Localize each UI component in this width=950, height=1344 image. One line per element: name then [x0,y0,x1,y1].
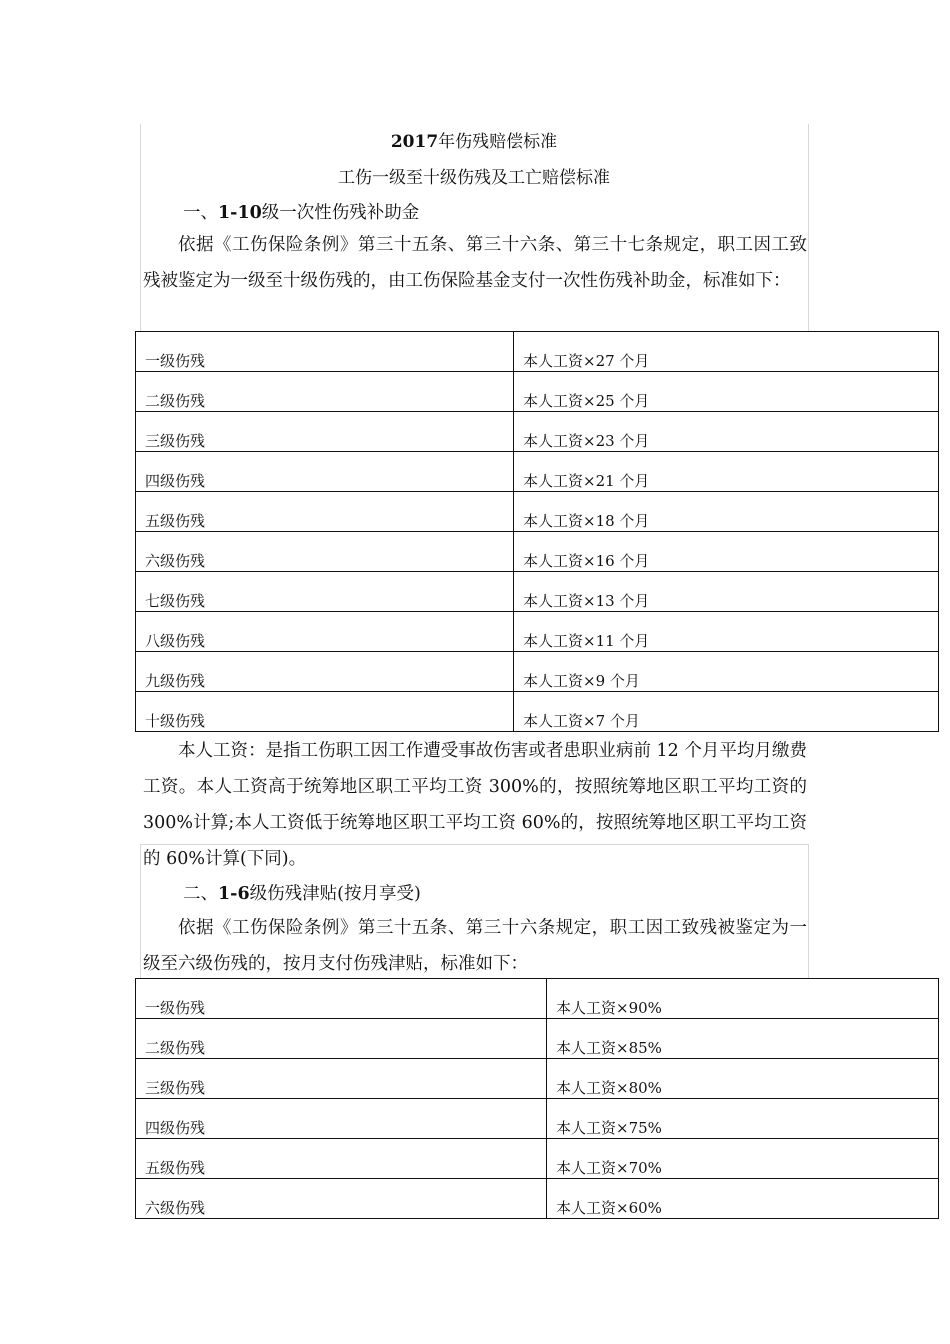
section1-prefix: 一、 [183,203,218,223]
salary-note: 本人工资：是指工伤职工因工作遭受事故伤害或者患职业病前 12 个月平均月缴费工资。本人工资高于统筹地区职工平均工资 300%的，按照统筹地区职工平均工资的 300%计算;本人工资低于统筹地区职工平均工资 60%的，按照统筹地区职工平均工资的 60%计算(下同)。 [143,741,807,869]
document-title [140,127,808,152]
allowance-table [135,978,939,1219]
standard-cell: 本人工资×70% [547,1139,939,1179]
section1-range: 1-10 [218,203,262,223]
grade-cell: 五级伤残 [136,1139,547,1179]
grade-cell: 六级伤残 [136,1179,547,1219]
lump-sum-table [135,331,939,732]
table-row [136,532,939,572]
grade-cell: 九级伤残 [136,652,514,692]
frame-line-right-2 [808,844,809,978]
table-row [136,652,939,692]
grade-cell: 一级伤残 [136,332,514,372]
standard-cell: 本人工资×21 个月 [514,452,939,492]
section2-paragraph: 依据《工伤保险条例》第三十五条、第三十六条规定，职工因工致残被鉴定为一级至六级伤残的，按月支付伤残津贴，标准如下： [143,918,807,974]
grade-cell: 十级伤残 [136,692,514,732]
standard-cell: 本人工资×23 个月 [514,412,939,452]
table-row [136,372,939,412]
table-row [136,1179,939,1219]
grade-cell: 一级伤残 [136,979,547,1019]
grade-cell: 七级伤残 [136,572,514,612]
standard-cell: 本人工资×16 个月 [514,532,939,572]
grade-cell: 八级伤残 [136,612,514,652]
standard-cell: 本人工资×90% [547,979,939,1019]
table-row [136,692,939,732]
title-text: 年伤残赔偿标准 [438,132,558,152]
grade-cell: 三级伤残 [136,1059,547,1099]
section1-title: 级一次性伤残补助金 [261,203,420,223]
table-row [136,492,939,532]
section2-title: 级伤残津贴(按月享受) [249,884,421,904]
grade-cell: 四级伤残 [136,1099,547,1139]
standard-cell: 本人工资×80% [547,1059,939,1099]
standard-cell: 本人工资×9 个月 [514,652,939,692]
standard-cell: 本人工资×27 个月 [514,332,939,372]
standard-cell: 本人工资×60% [547,1179,939,1219]
section2-heading [183,880,421,905]
section2-range: 1-6 [218,884,250,904]
frame-line-right [808,124,809,332]
frame-line-left-2 [140,844,141,978]
standard-cell: 本人工资×11 个月 [514,612,939,652]
standard-cell: 本人工资×13 个月 [514,572,939,612]
standard-cell: 本人工资×18 个月 [514,492,939,532]
standard-cell: 本人工资×7 个月 [514,692,939,732]
table-row [136,1139,939,1179]
grade-cell: 六级伤残 [136,532,514,572]
grade-cell: 二级伤残 [136,1019,547,1059]
standard-cell: 本人工资×85% [547,1019,939,1059]
grade-cell: 二级伤残 [136,372,514,412]
standard-cell: 本人工资×25 个月 [514,372,939,412]
table-row [136,612,939,652]
grade-cell: 四级伤残 [136,452,514,492]
table-row [136,1059,939,1099]
table-row [136,1099,939,1139]
table-row [136,332,939,372]
table-row [136,412,939,452]
title-year: 2017 [390,132,439,152]
table-row [136,979,939,1019]
document-subtitle: 工伤一级至十级伤残及工亡赔偿标准 [338,168,610,188]
section2-prefix: 二、 [183,884,218,904]
grade-cell: 五级伤残 [136,492,514,532]
section1-heading [183,199,419,224]
section1-paragraph: 依据《工伤保险条例》第三十五条、第三十六条、第三十七条规定，职工因工致残被鉴定为一级至十级伤残的，由工伤保险基金支付一次性伤残补助金，标准如下： [143,235,807,291]
table-row [136,452,939,492]
table-row [136,1019,939,1059]
frame-line-left [140,124,141,332]
table-row [136,572,939,612]
standard-cell: 本人工资×75% [547,1099,939,1139]
grade-cell: 三级伤残 [136,412,514,452]
